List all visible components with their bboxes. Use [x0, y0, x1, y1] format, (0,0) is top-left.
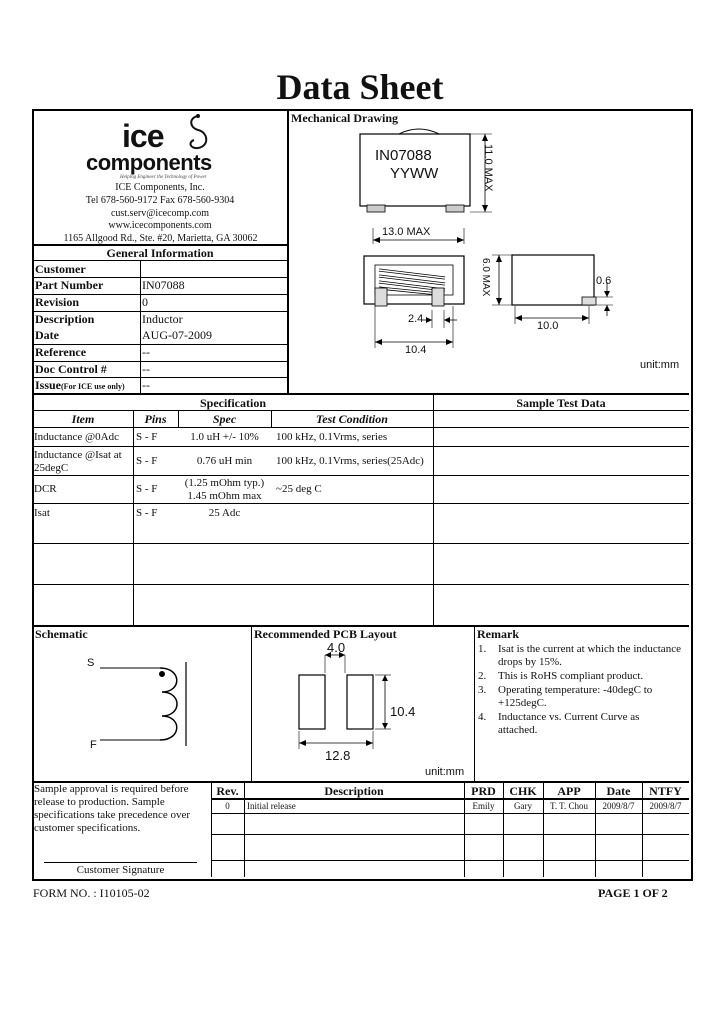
label-date: Date — [35, 328, 59, 342]
spec-row-cond: 100 kHz, 0.1Vrms, series(25Adc) — [276, 455, 424, 467]
label-part-number: Part Number — [35, 278, 104, 292]
value-part-number: IN07088 — [142, 278, 185, 292]
schematic-heading: Schematic — [35, 627, 88, 641]
inductor-symbol-icon — [90, 650, 250, 760]
pcb-dim-gap: 4.0 — [327, 640, 346, 655]
label-issue: Issue(For ICE use only) — [35, 378, 125, 392]
label-reference: Reference — [35, 345, 87, 359]
remark-item: 1. Isat is the current at which the inductance drops by 15%. — [478, 643, 681, 668]
mechanical-heading: Mechanical Drawing — [291, 111, 398, 125]
dim-width-label: 13.0 MAX — [382, 226, 431, 238]
dim-pad-label: 2.4 — [408, 313, 424, 325]
value-revision: 0 — [142, 295, 148, 309]
pcb-layout-drawing — [251, 625, 471, 765]
rev-cell: 0 — [225, 801, 230, 811]
pcb-dim-height: 10.4 — [390, 704, 416, 719]
remark-list — [478, 643, 683, 737]
sample-test-heading: Sample Test Data — [516, 396, 606, 410]
customer-signature-label[interactable]: Customer Signature — [76, 864, 165, 876]
spec-row-item: Inductance @0Adc — [34, 431, 119, 443]
spec-row-pins: S - F — [136, 507, 158, 519]
company-address: 1165 Allgood Rd., Ste. #20, Marietta, GA 30062 — [63, 233, 258, 244]
label-description: Description — [35, 312, 95, 326]
value-date: AUG-07-2009 — [142, 328, 212, 342]
desc-header: Description — [324, 784, 384, 798]
value-reference: -- — [142, 345, 150, 359]
label-revision: Revision — [35, 295, 80, 309]
col-pins: Pins — [144, 412, 167, 426]
company-email[interactable]: cust.serv@icecomp.com — [110, 208, 210, 219]
spec-row-cond: 100 kHz, 0.1Vrms, series — [276, 431, 388, 443]
label-customer: Customer — [35, 262, 86, 276]
general-info-table — [33, 261, 287, 393]
spec-row-pins: S - F — [136, 455, 158, 467]
mech-unit: unit:mm — [640, 359, 680, 371]
marking-date-code: YYWW — [390, 165, 439, 182]
spec-heading: Specification — [200, 396, 266, 410]
date-cell: 2009/8/7 — [602, 801, 635, 811]
spec-row-spec: 0.76 uH min — [196, 455, 253, 467]
pcb-dim-width: 12.8 — [325, 748, 351, 763]
company-name: ICE Components, Inc. — [115, 182, 205, 193]
remark-heading: Remark — [477, 627, 519, 641]
spec-row-item: DCR — [34, 483, 57, 495]
page-title: Data Sheet — [276, 67, 444, 107]
general-heading: General Information — [106, 246, 214, 260]
logo-swirl-icon — [184, 112, 214, 152]
rev-header: Rev. — [216, 784, 239, 798]
pcb-unit: unit:mm — [425, 766, 465, 778]
company-logo: ice components Helping Engineer the Technology of Power — [80, 112, 260, 182]
app-header: APP — [557, 784, 581, 798]
remark-item: 4. Inductance vs. Current Curve as attached. — [478, 711, 640, 736]
label-doc-control: Doc Control # — [35, 362, 107, 376]
dim-lead-label: 0.6 — [596, 275, 612, 287]
date-header: Date — [606, 784, 631, 798]
col-spec: Spec — [212, 412, 237, 426]
company-phone: Tel 678-560-9172 Fax 678-560-9304 — [85, 195, 235, 206]
company-web[interactable]: www.icecomponents.com — [108, 220, 212, 231]
pin-s-label: S — [87, 657, 95, 669]
form-number: FORM NO. : I10105-02 — [33, 886, 150, 900]
pin-f-label: F — [90, 739, 97, 751]
approval-note: Sample approval is required before release to production. Sample specifications take precedence over customer specifications. — [34, 783, 191, 834]
spec-row-spec: 25 Adc — [208, 507, 241, 519]
prd-header: PRD — [471, 784, 496, 798]
spec-row-pins: S - F — [136, 431, 158, 443]
chk-header: CHK — [509, 784, 537, 798]
spec-row-item: Inductance @Isat at 25degC — [34, 449, 122, 474]
spec-row-spec: 1.0 uH +/- 10% — [190, 431, 259, 443]
app-cell: T. T. Chou — [550, 801, 588, 811]
desc-cell: Initial release — [247, 801, 296, 811]
col-item: Item — [71, 412, 95, 426]
remark-item: 2. This is RoHS compliant product. — [478, 670, 644, 682]
ntfy-cell: 2009/8/7 — [649, 801, 682, 811]
chk-cell: Gary — [514, 801, 532, 811]
spec-row-item: Isat — [34, 507, 50, 519]
pcb-heading: Recommended PCB Layout — [254, 627, 397, 641]
value-issue: -- — [142, 378, 150, 392]
spec-row-cond: ~25 deg C — [276, 483, 322, 495]
spec-row-spec: (1.25 mOhm typ.) 1.45 mOhm max — [184, 477, 265, 502]
page-number: PAGE 1 OF 2 — [598, 886, 668, 900]
marking-part: IN07088 — [375, 147, 432, 164]
dim-side-label: 10.0 — [537, 320, 559, 332]
remark-item: 3. Operating temperature: -40degC to +125degC. — [478, 684, 653, 709]
prd-cell: Emily — [472, 801, 495, 811]
ntfy-header: NTFY — [649, 784, 682, 798]
spec-row-pins: S - F — [136, 483, 158, 495]
dim-span-label: 10.4 — [405, 344, 427, 356]
value-doc-control: -- — [142, 362, 150, 376]
col-condition: Test Condition — [316, 412, 388, 426]
value-description: Inductor — [142, 312, 183, 326]
